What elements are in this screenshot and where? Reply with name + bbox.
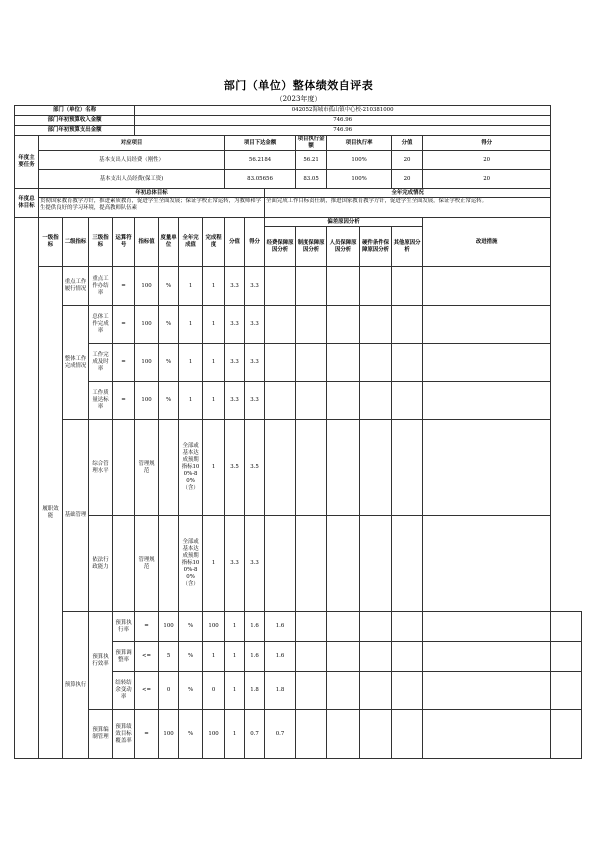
- dev-cell: [360, 710, 392, 759]
- row-target: 100: [159, 710, 179, 759]
- row-score: 3.3: [245, 306, 265, 344]
- dev-cell: [392, 267, 423, 306]
- row-l2: 重点工作履行情况: [63, 267, 89, 306]
- row-l3: 工作完成及时率: [89, 344, 113, 382]
- dev-cell: [296, 612, 327, 642]
- dev-cell: [327, 420, 360, 516]
- expense-row: [15, 126, 582, 136]
- dev-cell: [327, 642, 360, 672]
- task-col-score: 得分: [423, 136, 551, 151]
- h-dev-hardware: 硬件条件保障原因分析: [360, 227, 392, 267]
- row-annual: 1: [179, 306, 203, 344]
- task-score-value: 20: [392, 151, 423, 170]
- dev-cell: [296, 306, 327, 344]
- group-budget: 预算执行: [63, 612, 89, 759]
- row-op: =: [113, 267, 135, 306]
- income-label: 部门年初预算收入金额: [15, 116, 135, 126]
- h-dev-other: 其他原因分析: [392, 227, 423, 267]
- row-weight: 1.8: [245, 672, 265, 710]
- task-issued: 56.2184: [225, 151, 296, 170]
- row-target: 管理规范: [135, 420, 159, 516]
- dev-cell: [423, 672, 551, 710]
- row-l3: 重点工作办结率: [89, 267, 113, 306]
- row-target: 100: [135, 344, 159, 382]
- dev-cell: [423, 642, 551, 672]
- improve-cell: [423, 420, 551, 516]
- dev-cell: [265, 382, 296, 420]
- task-row: [15, 170, 582, 189]
- improve-cell: [423, 516, 551, 612]
- h-target: 指标值: [135, 218, 159, 267]
- goal-header-row: [15, 189, 582, 198]
- dev-cell: [327, 516, 360, 612]
- row-degree: 1: [225, 612, 245, 642]
- row-score: 1.6: [265, 612, 296, 642]
- row-op: =: [113, 382, 135, 420]
- dev-cell: [296, 642, 327, 672]
- dev-cell: [360, 642, 392, 672]
- dept-value: 042052海城市孤山镇中心校-210381000: [135, 106, 551, 116]
- h-dev-staff: 人员保障原因分析: [327, 227, 360, 267]
- row-l3: 结转结余变动率: [113, 672, 135, 710]
- task-header-row: [15, 136, 582, 151]
- dev-cell: [392, 612, 423, 642]
- row-target: 管理规范: [135, 516, 159, 612]
- dev-cell: [423, 612, 551, 642]
- h-improve: 改进措施: [423, 218, 551, 267]
- group-budget-eff: 预算执行效率: [89, 612, 113, 710]
- dept-row: [15, 106, 582, 116]
- row-weight: 3.3: [225, 344, 245, 382]
- row-degree: 1: [225, 672, 245, 710]
- row-annual: 1: [179, 382, 203, 420]
- row-target: 5: [159, 642, 179, 672]
- goal-complete-head: 全年完成情况: [265, 189, 551, 198]
- evaluation-table: [14, 105, 582, 759]
- row-l3: 工作质量达标率: [89, 382, 113, 420]
- row-op: <=: [135, 642, 159, 672]
- task-item: 基本支出人员经费(保工资): [39, 170, 225, 189]
- row-target: 100: [159, 612, 179, 642]
- group-basic: 基础管理: [63, 420, 89, 612]
- dev-cell: [360, 516, 392, 612]
- dev-cell: [327, 306, 360, 344]
- row-weight: 3.3: [225, 382, 245, 420]
- improve-cell: [423, 267, 551, 306]
- dev-cell: [360, 267, 392, 306]
- indicator-row: [15, 306, 582, 344]
- row-weight: 0.7: [245, 710, 265, 759]
- indicator-row: [15, 420, 582, 516]
- task-issued: 83.05656: [225, 170, 296, 189]
- dev-cell: [360, 306, 392, 344]
- row-score: 3.5: [245, 420, 265, 516]
- row-degree: 1: [203, 267, 225, 306]
- row-l3: 依法行政能力: [89, 516, 113, 612]
- expense-label: 部门年初预算支出金额: [15, 126, 135, 136]
- dev-cell: [392, 420, 423, 516]
- left-blank: [15, 218, 39, 759]
- dev-cell: [360, 420, 392, 516]
- dev-cell: [392, 710, 423, 759]
- dev-cell: [360, 612, 392, 642]
- row-unit: %: [179, 710, 203, 759]
- row-unit: %: [179, 642, 203, 672]
- row-target: 0: [159, 672, 179, 710]
- indicator-header-row: [15, 218, 582, 227]
- year-subtitle: （2023年度）: [275, 95, 322, 103]
- task-col-item: 对应项目: [39, 136, 225, 151]
- goal-initial-head: 年初总体目标: [39, 189, 265, 198]
- row-weight: 3.3: [225, 267, 245, 306]
- row-target: 100: [135, 306, 159, 344]
- indicator-row: [15, 516, 582, 612]
- h-deviation: 偏差原因分析: [265, 218, 423, 227]
- row-annual: 100: [203, 612, 225, 642]
- h-unit: 度量单位: [159, 218, 179, 267]
- dev-cell: [327, 344, 360, 382]
- expense-value: 746.96: [135, 126, 551, 136]
- improve-cell: [423, 306, 551, 344]
- dev-cell: [265, 516, 296, 612]
- h-level2: 二级指标: [63, 218, 89, 267]
- indicator-row: [15, 382, 582, 420]
- h-annual: 全年完成值: [179, 218, 203, 267]
- dev-cell: [265, 420, 296, 516]
- indicator-row: [15, 267, 582, 306]
- row-weight: 3.3: [225, 306, 245, 344]
- group-budget-mgmt: 预算编制管理: [89, 710, 113, 759]
- row-unit: %: [179, 612, 203, 642]
- task-col-exec: 项目执行金额: [296, 136, 327, 151]
- dev-cell: [392, 306, 423, 344]
- row-annual: 1: [179, 344, 203, 382]
- row-unit: %: [159, 267, 179, 306]
- h-level1: 一级指标: [39, 218, 63, 267]
- dev-cell: [327, 672, 360, 710]
- row-target: 100: [135, 267, 159, 306]
- row-unit: %: [159, 382, 179, 420]
- h-level3: 三级指标: [89, 218, 113, 267]
- dev-cell: [296, 267, 327, 306]
- h-weight: 分值: [225, 218, 245, 267]
- row-op: <=: [135, 672, 159, 710]
- row-annual: 1: [203, 642, 225, 672]
- task-rate: 100%: [327, 151, 392, 170]
- row-weight: 3.3: [225, 516, 245, 612]
- row-op: =: [113, 344, 135, 382]
- improve-cell: [551, 642, 582, 672]
- dev-cell: [296, 420, 327, 516]
- row-l3: 预算调整率: [113, 642, 135, 672]
- task-score: 20: [423, 170, 551, 189]
- goal-initial-text: 贯彻国家教育教学方针，推进素质教育，促进学生全面发展；保证学校正常运转，为教师和学生提供良好的学习环境，提高教师队伍素: [39, 198, 265, 218]
- row-score: 3.3: [245, 382, 265, 420]
- dev-cell: [327, 267, 360, 306]
- task-rate: 100%: [327, 170, 392, 189]
- row-op: [113, 420, 135, 516]
- row-degree: 1: [203, 420, 225, 516]
- dev-cell: [265, 344, 296, 382]
- row-op: =: [113, 306, 135, 344]
- row-score: 3.3: [245, 267, 265, 306]
- group-perf: 履职效能: [39, 267, 63, 759]
- h-dev-funding: 经费保障原因分析: [265, 227, 296, 267]
- dev-cell: [392, 382, 423, 420]
- row-score: 1.8: [265, 672, 296, 710]
- h-score: 得分: [245, 218, 265, 267]
- dev-cell: [327, 612, 360, 642]
- row-l3: 预算绩效目标覆盖率: [113, 710, 135, 759]
- task-score-value: 20: [392, 170, 423, 189]
- row-op: [113, 516, 135, 612]
- dev-cell: [392, 516, 423, 612]
- row-degree: 1: [225, 710, 245, 759]
- improve-cell: [423, 382, 551, 420]
- task-score: 20: [423, 151, 551, 170]
- h-degree: 完成程度: [203, 218, 225, 267]
- dev-cell: [360, 672, 392, 710]
- row-annual: 全部或基本达成预期指标100%-80%（含）: [179, 420, 203, 516]
- row-weight: 1.6: [245, 642, 265, 672]
- dev-cell: [296, 344, 327, 382]
- task-row: [15, 151, 582, 170]
- income-value: 746.96: [135, 116, 551, 126]
- goal-text-row: [15, 198, 582, 218]
- task-col-issued: 项目下达金额: [225, 136, 296, 151]
- dev-cell: [392, 344, 423, 382]
- row-l3: 预算执行率: [113, 612, 135, 642]
- dev-cell: [296, 382, 327, 420]
- indicator-row: [15, 344, 582, 382]
- dev-cell: [296, 672, 327, 710]
- row-score: 3.3: [245, 516, 265, 612]
- row-l3: 综合管理水平: [89, 420, 113, 516]
- row-degree: 1: [203, 306, 225, 344]
- h-dev-system: 制度保障原因分析: [296, 227, 327, 267]
- row-degree: 1: [203, 344, 225, 382]
- row-score: 1.6: [265, 642, 296, 672]
- row-annual: 100: [203, 710, 225, 759]
- row-annual: 0: [203, 672, 225, 710]
- row-unit: [159, 516, 179, 612]
- row-unit: %: [159, 306, 179, 344]
- dev-cell: [392, 642, 423, 672]
- row-degree: 1: [225, 642, 245, 672]
- indicator-row: [15, 710, 582, 759]
- row-annual: 全部或基本达成预期指标100%-80%（含）: [179, 516, 203, 612]
- task-label: 年度主要任务: [15, 136, 39, 189]
- dev-cell: [360, 344, 392, 382]
- row-score: 3.3: [245, 344, 265, 382]
- task-col-score-value: 分值: [392, 136, 423, 151]
- h-op: 运算符号: [113, 218, 135, 267]
- row-degree: 1: [203, 382, 225, 420]
- income-row: [15, 116, 582, 126]
- task-col-rate: 项目执行率: [327, 136, 392, 151]
- page-title: 部门（单位）整体绩效自评表: [223, 79, 374, 92]
- improve-cell: [551, 710, 582, 759]
- dev-cell: [327, 382, 360, 420]
- row-annual: 1: [179, 267, 203, 306]
- task-item: 基本支出人员经费（刚性）: [39, 151, 225, 170]
- row-degree: 1: [203, 516, 225, 612]
- goal-complete-text: 全面完成工作目标责任制，推进国家教育教学方针，促进学生全面发展，保证学校正常运转。: [265, 198, 551, 218]
- dev-cell: [296, 710, 327, 759]
- row-unit: %: [179, 672, 203, 710]
- improve-cell: [423, 344, 551, 382]
- dev-cell: [423, 710, 551, 759]
- improve-cell: [551, 672, 582, 710]
- row-weight: 1.6: [245, 612, 265, 642]
- row-score: 0.7: [265, 710, 296, 759]
- improve-cell: [551, 612, 582, 642]
- row-op: =: [135, 710, 159, 759]
- dev-cell: [392, 672, 423, 710]
- goal-label: 年度总体目标: [15, 189, 39, 218]
- group-overall: 整体工作完成情况: [63, 306, 89, 420]
- row-op: =: [135, 612, 159, 642]
- dept-label: 部门（单位）名称: [15, 106, 135, 116]
- row-l3: 总体工作完成率: [89, 306, 113, 344]
- task-exec: 56.21: [296, 151, 327, 170]
- row-unit: [159, 420, 179, 516]
- task-exec: 83.05: [296, 170, 327, 189]
- dev-cell: [327, 710, 360, 759]
- dev-cell: [265, 306, 296, 344]
- row-unit: %: [159, 344, 179, 382]
- indicator-row: [15, 612, 582, 642]
- dev-cell: [360, 382, 392, 420]
- row-weight: 3.5: [225, 420, 245, 516]
- dev-cell: [265, 267, 296, 306]
- row-target: 100: [135, 382, 159, 420]
- dev-cell: [296, 516, 327, 612]
